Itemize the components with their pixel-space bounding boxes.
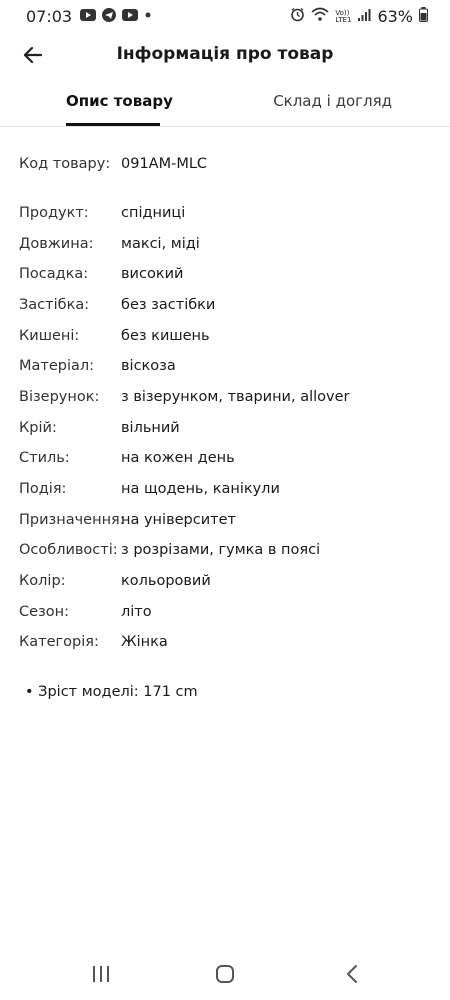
wifi-icon [311,7,329,26]
telegram-icon [102,8,116,26]
status-bar [0,0,450,32]
tab-description[interactable]: Опис товару [66,92,173,110]
recent-apps-icon [89,962,113,986]
attribute-label: Стиль: [19,450,70,466]
attribute-label: Особливості: [19,542,118,558]
network-label-bottom: LTE1 [335,15,352,24]
attribute-row [19,236,200,252]
attribute-row [19,266,183,282]
product-code-row [19,156,207,172]
product-code-label: Код товару: [19,156,111,172]
home-icon [213,962,237,986]
attribute-value: на кожен день [121,450,235,466]
status-right [290,7,428,26]
attribute-row [19,542,320,558]
attribute-row [19,634,168,650]
attribute-row [19,328,210,344]
attribute-row [19,420,180,436]
signal-icon [357,8,371,26]
youtube-icon [122,8,138,26]
attribute-row [19,512,236,528]
attribute-value: вільний [121,420,180,436]
network-label [335,10,351,24]
back-nav-button[interactable] [340,962,364,986]
attribute-row [19,297,215,313]
tab-bar [0,82,450,127]
tab-composition-care[interactable]: Склад і догляд [273,92,392,110]
top-app-bar [0,32,450,78]
attribute-row [19,389,349,405]
recent-apps-button[interactable] [89,962,113,986]
attribute-value: максі, міді [121,236,200,252]
attribute-row [19,205,185,221]
model-height-text: Зріст моделі: 171 cm [38,684,198,700]
battery-percent: 63% [377,7,413,26]
attribute-row [19,358,176,374]
attribute-row [19,573,211,589]
attribute-row [19,481,280,497]
attribute-label: Продукт: [19,205,89,221]
status-left [26,7,152,26]
attribute-row [19,604,152,620]
attribute-value: спідниці [121,205,186,221]
status-time: 07:03 [26,7,73,26]
attribute-value: на щодень, канікули [121,481,280,497]
attribute-value: віскоза [121,358,176,374]
attribute-value: Жінка [121,634,168,650]
product-code-value: 091AM-MLC [121,156,208,172]
attribute-label: Категорія: [19,634,99,650]
attribute-value: на університет [121,512,236,528]
attribute-label: Застібка: [19,297,90,313]
battery-icon [419,7,428,26]
attribute-label: Довжина: [19,236,94,252]
attribute-label: Крій: [19,420,57,436]
attribute-label: Посадка: [19,266,89,282]
attribute-value: без застібки [121,297,216,313]
attribute-value: з розрізами, гумка в поясі [121,542,321,558]
notification-dot-icon [144,8,152,26]
bullet-icon: • [25,684,34,700]
page-title: Інформація про товар [116,44,334,64]
attribute-label: Подія: [19,481,67,497]
attribute-label: Кишені: [19,328,80,344]
attribute-label: Візерунок: [19,389,100,405]
model-height-item [25,684,198,700]
home-button[interactable] [213,962,237,986]
back-nav-icon [340,962,364,986]
attribute-row [19,450,235,466]
attribute-label: Призначення: [19,512,125,528]
attribute-value: з візерунком, тварини, allover [121,389,350,405]
attribute-value: без кишень [121,328,210,344]
attribute-value: високий [121,266,184,282]
youtube-icon [80,8,96,26]
system-navigation-bar [0,950,450,1000]
attribute-label: Колір: [19,573,66,589]
attribute-label: Матеріал: [19,358,95,374]
active-tab-indicator [66,123,160,126]
attribute-label: Сезон: [19,604,69,620]
network-label-top: Vo)) [335,8,350,17]
alarm-icon [290,7,305,26]
attribute-value: кольоровий [121,573,211,589]
attribute-value: літо [121,604,152,620]
